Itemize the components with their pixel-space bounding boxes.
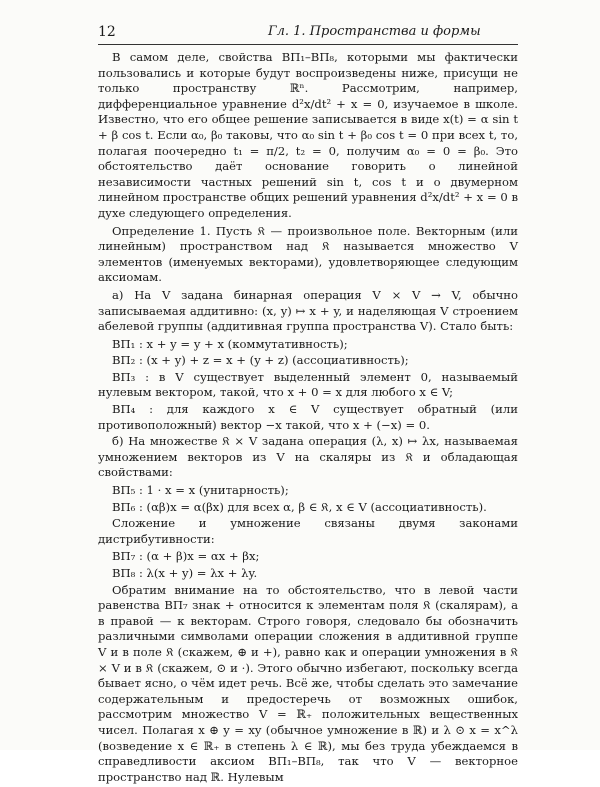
axiom-vp5: ВП₅ : 1 · x = x (унитарность); — [112, 483, 289, 498]
axiom-vp7: ВП₇ : (α + β)x = αx + βx; — [112, 549, 260, 564]
paragraph-distributivity: Сложение и умножение связаны двумя законами дистрибутивности: — [98, 516, 518, 546]
axiom-vp1: ВП₁ : x + y = y + x (коммутативность); — [112, 336, 348, 351]
page-number: 12 — [98, 24, 116, 40]
axiom-vp6: ВП₆ : (αβ)x = α(βx) для всех α, β ∈ 𝔎, x ∈ V (ассоциативность). — [112, 499, 487, 514]
paragraph-intro: В самом деле, свойства ВП₁–ВП₈, которыми мы фактически пользовались и которые будут воспроизведены ниже, присущи не только пространству ℝⁿ. Рассмотрим, например, дифференциальное уравнение d²x/dt² + x = 0, изучаемое в школе. Известно, что его общее решение записывается в виде x(t) = α sin t + β cos t. Если α₀, β₀ таковы, что α₀ sin t + β₀ cos t = 0 при всех t, то, полагая поочередно t₁ = π/2, t₂ = 0, получим α₀ = 0 = β₀. Это обстоятельство даёт основание говорить о линейной независимости частных решений sin t, cos t и о двумерном линейном пространстве общих решений уравнения d²x/dt² + x = 0 в духе следующего определения. — [98, 50, 518, 220]
axiom-vp2: ВП₂ : (x + y) + z = x + (y + z) (ассоциативность); — [112, 353, 409, 368]
axiom-vp8: ВП₈ : λ(x + y) = λx + λy. — [112, 566, 258, 580]
axiom-vp3: ВП₃ : в V существует выделенный элемент 0, называемый нулевым вектором, такой, что x + 0 = x для любого x ∈ V; — [98, 369, 518, 400]
axiom-vp4: ВП₄ : для каждого x ∈ V существует обратный (или противоположный) вектор −x такой, что x + (−x) = 0. — [98, 402, 518, 432]
body-text — [98, 50, 518, 787]
paragraph-axioms-a: а) На V задана бинарная операция V × V → V, обычно записываемая аддитивно: (x, y) ↦ x + y, и наделяющая V строением абелевой группы (аддитивная группа пространства V). Стало быть: — [98, 287, 518, 334]
paragraph-definition: Определение 1. Пусть 𝔎 — произвольное поле. Векторным (или линейным) пространством над 𝔎 называется множество V элементов (именуемых векторами), удовлетворяющее следующим аксиомам. — [98, 223, 518, 285]
paragraph-remark: Обратим внимание на то обстоятельство, что в левой части равенства ВП₇ знак + относится к элементам поля 𝔎 (скалярам), а в правой — к векторам. Строго говоря, следовало бы обозначить различными символами операции сложения в аддитивной группе V и в поле 𝔎 (скажем, ⊕ и +), равно как и операции умножения в 𝔎 × V и в 𝔎 (скажем, ⊙ и ·). Этого обычно избегают, поскольку всегда бывает ясно, о чём идет речь. Всё же, чтобы сделать это замечание содержательным и предостеречь от возможных ошибок, рассмотрим множество V = ℝ₊ положительных вещественных чисел. Полагая x ⊕ y = xy (обычное умножение в ℝ) и λ ⊙ x = x^λ (возведение x ∈ ℝ₊ в степень λ ∈ ℝ), мы без труда убеждаемся в справедливости аксиом ВП₁–ВП₈, так что V — векторное пространство над ℝ. Нулевым — [98, 582, 519, 784]
page-header — [98, 22, 518, 45]
paragraph-axioms-b: б) На множестве 𝔎 × V задана операция (λ, x) ↦ λx, называемая умножением векторов из V на скаляры из 𝔎 и обладающая свойствами: — [98, 434, 518, 480]
running-head: Гл. 1. Пространства и формы — [268, 24, 481, 39]
